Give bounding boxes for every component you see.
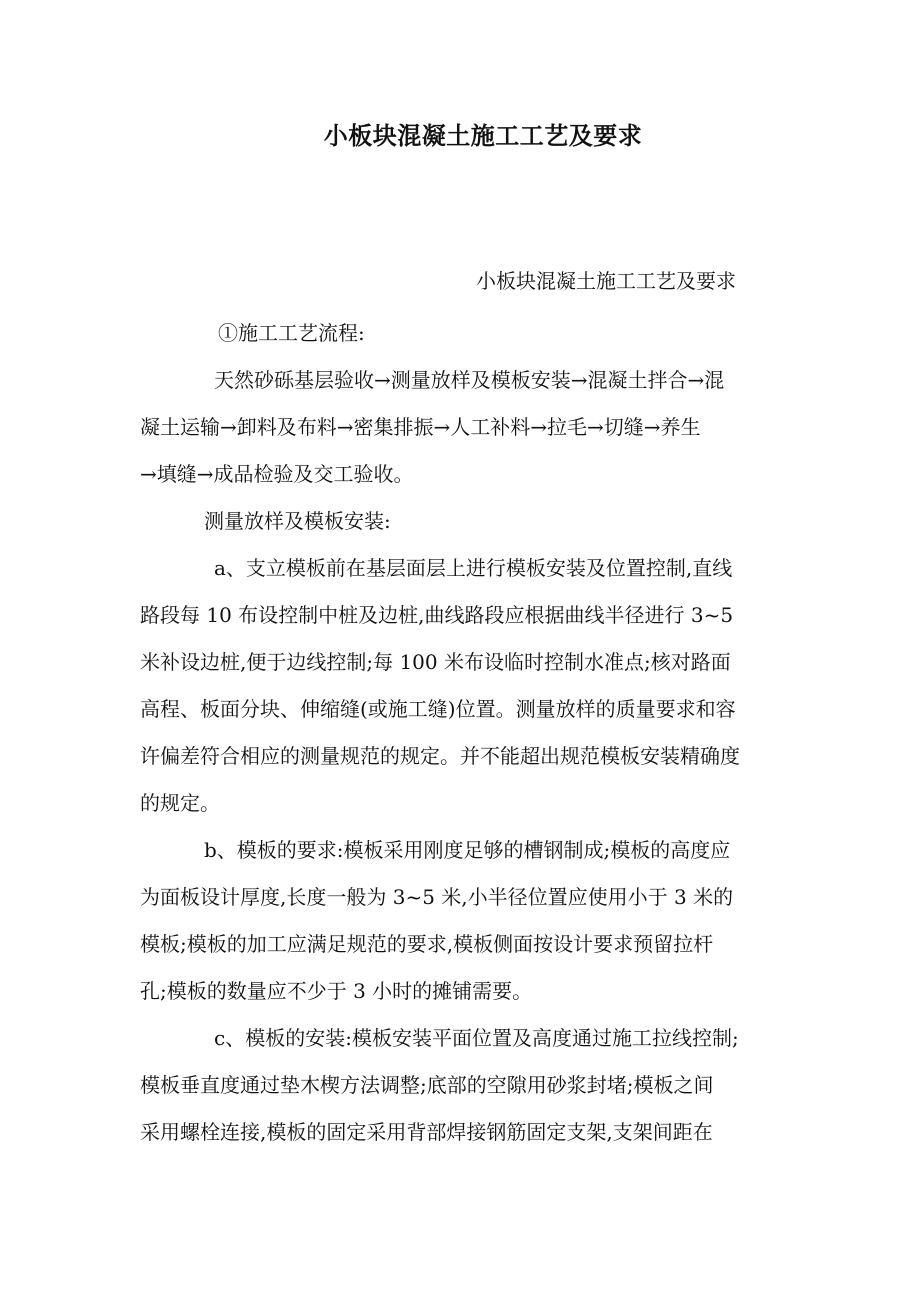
paragraph-line: 模板;模板的加工应满足规范的要求,模板侧面按设计要求预留拉杆	[140, 932, 714, 956]
paragraph-line: b、模板的要求:模板采用刚度足够的槽钢制成;模板的高度应	[204, 838, 731, 862]
section-heading-process: ①施工工艺流程:	[218, 321, 365, 345]
paragraph-line: 路段每 10 布设控制中桩及边桩,曲线路段应根据曲线半径进行 3~5	[140, 603, 734, 627]
document-subtitle: 小板块混凝土施工工艺及要求	[476, 269, 736, 293]
paragraph-line: 为面板设计厚度,长度一般为 3~5 米,小半径位置应使用小于 3 米的	[140, 885, 734, 909]
paragraph-line: 高程、板面分块、伸缩缝(或施工缝)位置。测量放样的质量要求和容	[140, 697, 736, 721]
section-heading-survey: 测量放样及模板安装:	[204, 509, 391, 533]
paragraph-line: 天然砂砾基层验收→测量放样及模板安装→混凝土拌合→混	[214, 368, 725, 392]
document-body	[140, 310, 784, 1156]
paragraph-line: 采用螺栓连接,模板的固定采用背部焊接钢筋固定支架,支架间距在	[140, 1120, 713, 1144]
document-title: 小板块混凝土施工工艺及要求	[323, 121, 643, 150]
paragraph-line: 许偏差符合相应的测量规范的规定。并不能超出规范模板安装精确度	[140, 744, 740, 768]
paragraph-line: →填缝→成品检验及交工验收。	[140, 462, 414, 486]
paragraph-line: 孔;模板的数量应不少于 3 小时的摊铺需要。	[140, 979, 533, 1003]
paragraph-line: a、支立模板前在基层面层上进行模板安装及位置控制,直线	[214, 556, 733, 580]
paragraph-line: 模板垂直度通过垫木楔方法调整;底部的空隙用砂浆封堵;模板之间	[140, 1073, 714, 1097]
paragraph-line: 的规定。	[140, 791, 220, 815]
paragraph-line: 米补设边桩,便于边线控制;每 100 米布设临时控制水准点;核对路面	[140, 650, 731, 674]
paragraph-line: c、模板的安装:模板安装平面位置及高度通过施工拉线控制;	[214, 1026, 739, 1050]
paragraph-line: 凝土运输→卸料及布料→密集排振→人工补料→拉毛→切缝→养生	[140, 415, 701, 439]
